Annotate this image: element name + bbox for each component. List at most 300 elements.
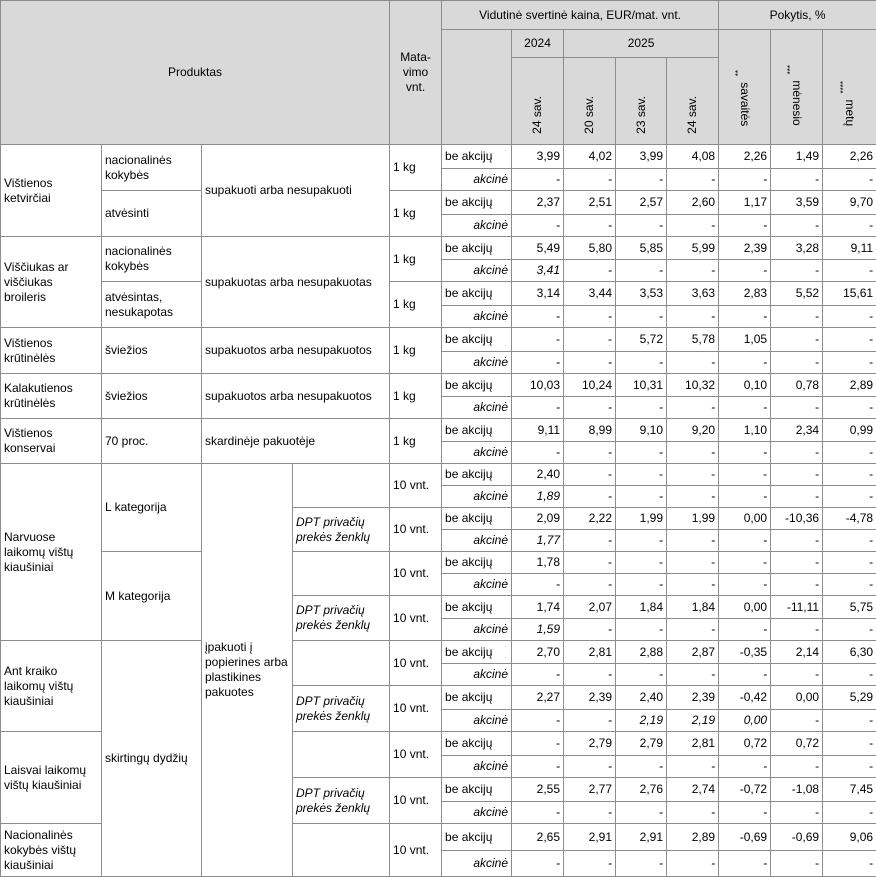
header-change-month: mėnesio***	[771, 30, 823, 145]
value-cell: -	[823, 732, 876, 756]
table-row	[1, 552, 876, 574]
table-body	[1, 145, 876, 877]
header-condition-blank	[442, 30, 512, 145]
table-row	[1, 191, 876, 215]
value-cell: -	[667, 260, 719, 282]
value-cell: -	[719, 464, 771, 486]
brand-blank	[293, 732, 390, 778]
value-cell: -	[616, 306, 667, 328]
value-cell: 2,19	[616, 710, 667, 732]
value-cell: 8,99	[564, 419, 616, 442]
value-cell: -	[512, 442, 564, 464]
value-cell: -	[564, 574, 616, 596]
value-cell: -	[564, 169, 616, 191]
value-cell: 9,11	[512, 419, 564, 442]
unit: 1 kg	[390, 145, 442, 191]
value-cell: -	[823, 306, 876, 328]
value-cell: -	[823, 619, 876, 641]
packaging: supakuotos arba nesupakuotos	[202, 328, 390, 374]
value-cell: -	[667, 169, 719, 191]
price-condition: akcinė	[442, 260, 512, 282]
value-cell: -	[771, 574, 823, 596]
value-cell: -	[771, 328, 823, 352]
price-condition: akcinė	[442, 397, 512, 419]
value-cell: -	[719, 442, 771, 464]
value-cell: 0,00	[719, 596, 771, 619]
value-cell: 2,81	[667, 732, 719, 756]
value-cell: 3,59	[771, 191, 823, 215]
value-cell: -	[512, 664, 564, 686]
value-cell: 4,02	[564, 145, 616, 169]
value-cell: 2,40	[512, 464, 564, 486]
value-cell: -	[719, 574, 771, 596]
value-cell: -	[823, 574, 876, 596]
price-condition: be akcijų	[442, 419, 512, 442]
value-cell: -	[667, 464, 719, 486]
value-cell: -1,08	[771, 778, 823, 802]
value-cell: -	[512, 352, 564, 374]
value-cell: 1,84	[616, 596, 667, 619]
header-week-2024-24: 24 sav.	[512, 58, 564, 145]
unit: 10 vnt.	[390, 732, 442, 778]
value-cell: -	[564, 756, 616, 778]
price-condition: be akcijų	[442, 508, 512, 530]
value-cell: -	[667, 352, 719, 374]
value-cell: -	[771, 802, 823, 824]
value-cell: 1,05	[719, 328, 771, 352]
value-cell: -	[564, 328, 616, 352]
value-cell: 2,34	[771, 419, 823, 442]
value-cell: 1,10	[719, 419, 771, 442]
value-cell: -	[823, 552, 876, 574]
value-cell: 2,89	[667, 824, 719, 851]
price-condition: akcinė	[442, 619, 512, 641]
price-condition: akcinė	[442, 530, 512, 552]
value-cell: -	[512, 306, 564, 328]
value-cell: 5,49	[512, 237, 564, 260]
value-cell: 2,27	[512, 686, 564, 710]
value-cell: -	[719, 664, 771, 686]
price-condition: akcinė	[442, 215, 512, 237]
header-change: Pokytis, %	[719, 1, 876, 30]
value-cell: 2,70	[512, 641, 564, 664]
value-cell: 5,75	[823, 596, 876, 619]
value-cell: 2,55	[512, 778, 564, 802]
value-cell: 9,10	[616, 419, 667, 442]
product-name: Nacionalinės kokybės vištų kiaušiniai	[1, 824, 102, 877]
value-cell: 2,60	[667, 191, 719, 215]
value-cell: -	[771, 260, 823, 282]
value-cell: -	[719, 352, 771, 374]
product-name: Kalakutienos krūtinėlės	[1, 374, 102, 419]
value-cell: 2,87	[667, 641, 719, 664]
value-cell: -	[616, 574, 667, 596]
price-condition: be akcijų	[442, 824, 512, 851]
value-cell: 2,81	[564, 641, 616, 664]
value-cell: 2,07	[564, 596, 616, 619]
unit: 1 kg	[390, 237, 442, 282]
value-cell: 2,83	[719, 282, 771, 306]
value-cell: 0,10	[719, 374, 771, 397]
value-cell: -	[823, 464, 876, 486]
value-cell: -	[719, 215, 771, 237]
value-cell: -	[512, 732, 564, 756]
price-condition: be akcijų	[442, 282, 512, 306]
brand-label: DPT privačių prekės ženklų	[293, 778, 390, 824]
value-cell: 5,80	[564, 237, 616, 260]
value-cell: 3,41	[512, 260, 564, 282]
value-cell: -	[823, 756, 876, 778]
value-cell: 1,99	[667, 508, 719, 530]
unit: 1 kg	[390, 282, 442, 328]
header-unit: Mata-vimo vnt.	[390, 1, 442, 145]
product-subtype: atvėsintas, nesukapotas	[102, 282, 202, 328]
product-subtype: nacionalinės kokybės	[102, 145, 202, 191]
product-subtype: šviežios	[102, 374, 202, 419]
unit: 10 vnt.	[390, 778, 442, 824]
value-cell: -	[823, 442, 876, 464]
value-cell: 2,39	[667, 686, 719, 710]
value-cell: -	[823, 352, 876, 374]
price-condition: akcinė	[442, 486, 512, 508]
value-cell: -	[823, 328, 876, 352]
price-condition: akcinė	[442, 169, 512, 191]
value-cell: -	[564, 530, 616, 552]
value-cell: 2,77	[564, 778, 616, 802]
price-condition: be akcijų	[442, 237, 512, 260]
value-cell: -	[564, 619, 616, 641]
value-cell: -	[667, 486, 719, 508]
value-cell: -	[771, 215, 823, 237]
value-cell: 0,72	[719, 732, 771, 756]
value-cell: -	[719, 530, 771, 552]
value-cell: -	[667, 442, 719, 464]
value-cell: 2,76	[616, 778, 667, 802]
value-cell: -	[667, 756, 719, 778]
value-cell: -	[823, 397, 876, 419]
value-cell: 0,00	[771, 686, 823, 710]
brand-blank	[293, 464, 390, 508]
table-row	[1, 641, 876, 664]
value-cell: 1,89	[512, 486, 564, 508]
brand-blank	[293, 552, 390, 596]
value-cell: 10,24	[564, 374, 616, 397]
unit: 10 vnt.	[390, 508, 442, 552]
value-cell: -	[616, 552, 667, 574]
value-cell: -	[512, 756, 564, 778]
value-cell: -	[823, 530, 876, 552]
value-cell: 2,91	[564, 824, 616, 851]
value-cell: -	[564, 215, 616, 237]
unit: 10 vnt.	[390, 686, 442, 732]
value-cell: -	[564, 710, 616, 732]
value-cell: -	[823, 169, 876, 191]
value-cell: 2,22	[564, 508, 616, 530]
value-cell: -	[823, 710, 876, 732]
value-cell: -	[771, 851, 823, 877]
value-cell: -	[616, 802, 667, 824]
value-cell: -	[771, 442, 823, 464]
value-cell: -	[719, 851, 771, 877]
value-cell: 2,57	[616, 191, 667, 215]
brand-blank	[293, 641, 390, 686]
value-cell: -11,11	[771, 596, 823, 619]
value-cell: 4,08	[667, 145, 719, 169]
value-cell: -	[616, 352, 667, 374]
value-cell: 10,31	[616, 374, 667, 397]
value-cell: -	[719, 756, 771, 778]
packaging: supakuoti arba nesupakuoti	[202, 145, 390, 237]
value-cell: -	[771, 619, 823, 641]
value-cell: -	[512, 215, 564, 237]
value-cell: -	[823, 664, 876, 686]
header-change-week: savaitės**	[719, 30, 771, 145]
product-subtype: skirtingų dydžių	[102, 641, 202, 877]
product-subtype: atvėsinti	[102, 191, 202, 237]
unit: 10 vnt.	[390, 596, 442, 641]
brand-label: DPT privačių prekės ženklų	[293, 596, 390, 641]
product-name: Vištienos ketvirčiai	[1, 145, 102, 237]
value-cell: -	[564, 802, 616, 824]
unit: 1 kg	[390, 374, 442, 419]
value-cell: -0,35	[719, 641, 771, 664]
value-cell: 1,17	[719, 191, 771, 215]
price-condition: akcinė	[442, 306, 512, 328]
value-cell: -	[564, 464, 616, 486]
value-cell: -	[616, 442, 667, 464]
product-name: Vištienos krūtinėlės	[1, 328, 102, 374]
value-cell: 9,70	[823, 191, 876, 215]
packaging: įpakuoti į popierines arba plastikines pakuotes	[202, 464, 293, 877]
value-cell: -	[823, 260, 876, 282]
packaging: supakuotas arba nesupakuotas	[202, 237, 390, 328]
value-cell: 2,79	[616, 732, 667, 756]
value-cell: -	[719, 260, 771, 282]
value-cell: -	[667, 397, 719, 419]
value-cell: -	[616, 169, 667, 191]
value-cell: -	[564, 352, 616, 374]
value-cell: -10,36	[771, 508, 823, 530]
value-cell: -	[667, 530, 719, 552]
value-cell: -	[616, 756, 667, 778]
value-cell: -	[667, 574, 719, 596]
packaging: supakuotos arba nesupakuotos	[202, 374, 390, 419]
value-cell: 2,26	[719, 145, 771, 169]
value-cell: 0,99	[823, 419, 876, 442]
price-condition: akcinė	[442, 756, 512, 778]
price-condition: be akcijų	[442, 191, 512, 215]
value-cell: -	[564, 306, 616, 328]
value-cell: 15,61	[823, 282, 876, 306]
product-subtype: nacionalinės kokybės	[102, 237, 202, 282]
value-cell: -0,72	[719, 778, 771, 802]
value-cell: -	[823, 486, 876, 508]
value-cell: 2,89	[823, 374, 876, 397]
value-cell: -	[823, 802, 876, 824]
table-row	[1, 419, 876, 442]
value-cell: 0,78	[771, 374, 823, 397]
value-cell: -	[719, 552, 771, 574]
header-product: Produktas	[1, 1, 390, 145]
value-cell: 0,00	[719, 710, 771, 732]
product-subtype: šviežios	[102, 328, 202, 374]
value-cell: -	[616, 397, 667, 419]
value-cell: -	[564, 397, 616, 419]
value-cell: -	[512, 397, 564, 419]
unit: 1 kg	[390, 191, 442, 237]
value-cell: -	[616, 486, 667, 508]
price-condition: be akcijų	[442, 328, 512, 352]
table-row	[1, 464, 876, 486]
value-cell: 0,72	[771, 732, 823, 756]
value-cell: 5,78	[667, 328, 719, 352]
value-cell: -	[771, 397, 823, 419]
value-cell: -	[771, 464, 823, 486]
value-cell: 9,20	[667, 419, 719, 442]
value-cell: 2,09	[512, 508, 564, 530]
value-cell: 1,99	[616, 508, 667, 530]
value-cell: 2,19	[667, 710, 719, 732]
value-cell: 2,91	[616, 824, 667, 851]
value-cell: 5,72	[616, 328, 667, 352]
price-condition: be akcijų	[442, 641, 512, 664]
value-cell: 5,52	[771, 282, 823, 306]
value-cell: -	[771, 530, 823, 552]
product-name: Laisvai laikomų vištų kiaušiniai	[1, 732, 102, 824]
table-row	[1, 237, 876, 260]
value-cell: -	[719, 802, 771, 824]
value-cell: -	[564, 486, 616, 508]
price-condition: akcinė	[442, 664, 512, 686]
unit: 10 vnt.	[390, 641, 442, 686]
value-cell: 10,03	[512, 374, 564, 397]
value-cell: -	[667, 306, 719, 328]
packaging: skardinėje pakuotėje	[202, 419, 390, 464]
header-avg-price: Vidutinė svertinė kaina, EUR/mat. vnt.	[442, 1, 719, 30]
value-cell: 9,11	[823, 237, 876, 260]
value-cell: 5,99	[667, 237, 719, 260]
value-cell: -	[616, 464, 667, 486]
price-condition: be akcijų	[442, 596, 512, 619]
product-subtype: M kategorija	[102, 552, 202, 641]
price-condition: akcinė	[442, 802, 512, 824]
price-condition: akcinė	[442, 352, 512, 374]
unit: 10 vnt.	[390, 824, 442, 877]
value-cell: -	[719, 397, 771, 419]
value-cell: -0,69	[771, 824, 823, 851]
value-cell: -	[719, 169, 771, 191]
value-cell: 2,37	[512, 191, 564, 215]
value-cell: -4,78	[823, 508, 876, 530]
price-condition: be akcijų	[442, 778, 512, 802]
value-cell: 2,51	[564, 191, 616, 215]
value-cell: -	[719, 306, 771, 328]
brand-label: DPT privačių prekės ženklų	[293, 686, 390, 732]
value-cell: -	[771, 352, 823, 374]
value-cell: 2,79	[564, 732, 616, 756]
price-condition: akcinė	[442, 574, 512, 596]
value-cell: -	[512, 169, 564, 191]
value-cell: -	[512, 851, 564, 877]
header-year-2025: 2025	[564, 30, 719, 58]
table-row	[1, 328, 876, 352]
value-cell: 1,59	[512, 619, 564, 641]
value-cell: -	[512, 802, 564, 824]
value-cell: 1,74	[512, 596, 564, 619]
unit: 1 kg	[390, 328, 442, 374]
value-cell: -	[564, 851, 616, 877]
value-cell: -	[771, 169, 823, 191]
value-cell: -	[667, 619, 719, 641]
value-cell: -0,42	[719, 686, 771, 710]
value-cell: -	[616, 530, 667, 552]
value-cell: 1,49	[771, 145, 823, 169]
value-cell: 2,88	[616, 641, 667, 664]
value-cell: 3,99	[512, 145, 564, 169]
value-cell: 5,29	[823, 686, 876, 710]
value-cell: -	[564, 552, 616, 574]
header-week-2025-20: 20 sav.	[564, 58, 616, 145]
value-cell: -	[667, 215, 719, 237]
brand-label: DPT privačių prekės ženklų	[293, 508, 390, 552]
value-cell: -	[667, 664, 719, 686]
product-subtype: L kategorija	[102, 464, 202, 552]
value-cell: -	[771, 756, 823, 778]
value-cell: -	[667, 851, 719, 877]
value-cell: 2,39	[719, 237, 771, 260]
value-cell: 3,14	[512, 282, 564, 306]
header-week-2025-23: 23 sav.	[616, 58, 667, 145]
value-cell: -	[512, 710, 564, 732]
value-cell: 3,99	[616, 145, 667, 169]
price-condition: be akcijų	[442, 464, 512, 486]
value-cell: -	[771, 486, 823, 508]
value-cell: 2,65	[512, 824, 564, 851]
table-row	[1, 374, 876, 397]
value-cell: 2,74	[667, 778, 719, 802]
unit: 10 vnt.	[390, 552, 442, 596]
value-cell: -	[564, 260, 616, 282]
price-condition: be akcijų	[442, 374, 512, 397]
value-cell: -	[512, 328, 564, 352]
value-cell: -	[823, 215, 876, 237]
value-cell: 7,45	[823, 778, 876, 802]
table-row	[1, 282, 876, 306]
value-cell: 10,32	[667, 374, 719, 397]
value-cell: -	[771, 552, 823, 574]
value-cell: -	[512, 574, 564, 596]
price-condition: be akcijų	[442, 145, 512, 169]
value-cell: -	[771, 710, 823, 732]
value-cell: -0,69	[719, 824, 771, 851]
value-cell: -	[719, 486, 771, 508]
value-cell: -	[771, 664, 823, 686]
value-cell: -	[616, 619, 667, 641]
product-name: Vištienos konservai	[1, 419, 102, 464]
product-name: Ant kraiko laikomų vištų kiaušiniai	[1, 641, 102, 732]
unit: 1 kg	[390, 419, 442, 464]
header-year-2024: 2024	[512, 30, 564, 58]
value-cell: 2,26	[823, 145, 876, 169]
value-cell: -	[667, 802, 719, 824]
value-cell: 1,78	[512, 552, 564, 574]
header-change-year: metų****	[823, 30, 876, 145]
value-cell: -	[616, 851, 667, 877]
price-condition: akcinė	[442, 851, 512, 877]
value-cell: 5,85	[616, 237, 667, 260]
product-name: Narvuose laikomų vištų kiaušiniai	[1, 464, 102, 641]
value-cell: 9,06	[823, 824, 876, 851]
